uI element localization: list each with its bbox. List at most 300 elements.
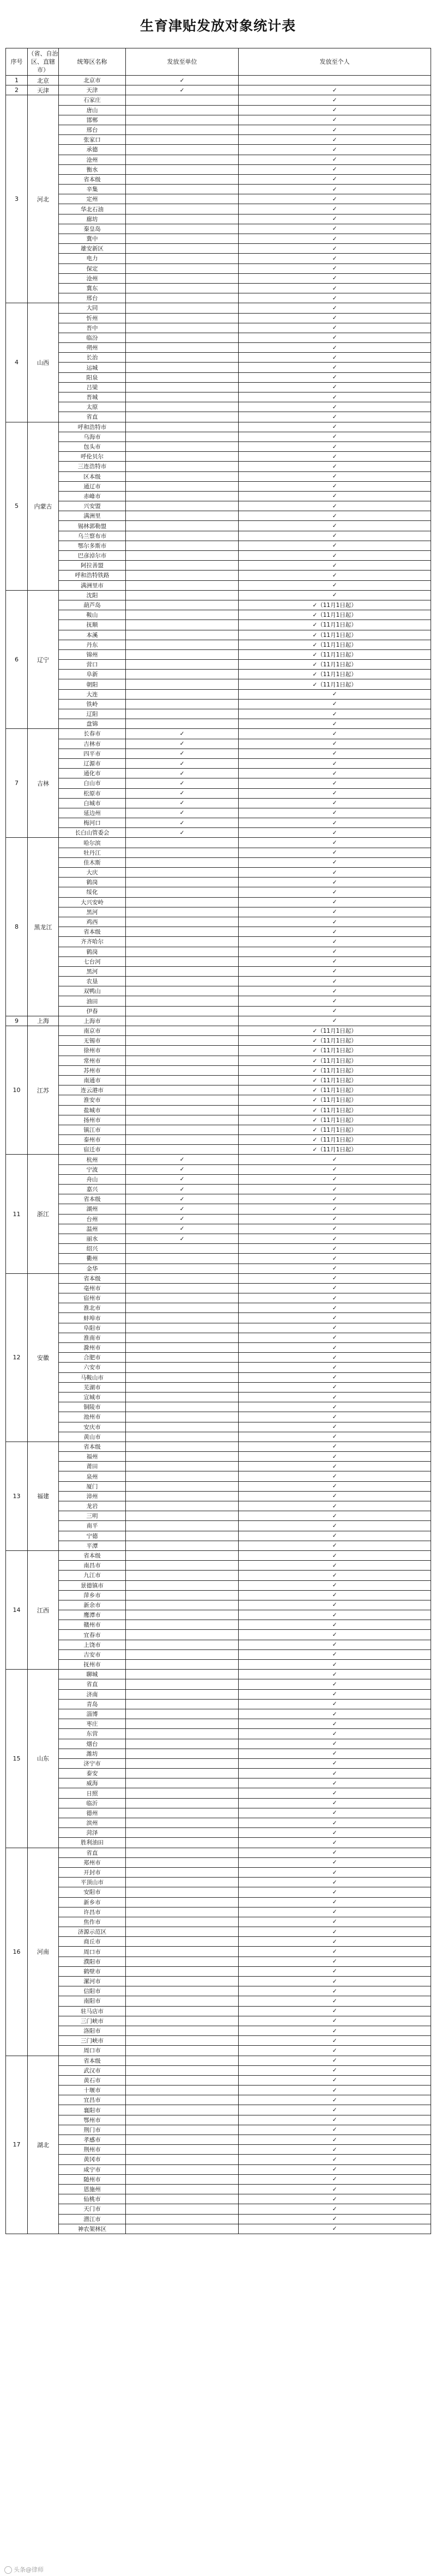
unit-mark bbox=[126, 145, 239, 155]
unit-mark bbox=[126, 313, 239, 323]
unit-mark bbox=[126, 244, 239, 254]
personal-mark: ✓ bbox=[239, 2046, 431, 2056]
table-row bbox=[6, 1689, 431, 1699]
personal-mark: ✓ bbox=[239, 571, 431, 580]
row-number: 6 bbox=[6, 590, 28, 729]
city-name: 鸡西 bbox=[59, 917, 126, 927]
city-name: 周口市 bbox=[59, 2046, 126, 2056]
table-row bbox=[6, 986, 431, 996]
city-name: 宿州市 bbox=[59, 1293, 126, 1303]
unit-mark bbox=[126, 1115, 239, 1125]
unit-mark bbox=[126, 640, 239, 649]
city-name: 本溪 bbox=[59, 630, 126, 640]
personal-mark: ✓ bbox=[239, 402, 431, 412]
unit-mark bbox=[126, 1075, 239, 1085]
table-row bbox=[6, 1947, 431, 1956]
table-row bbox=[6, 1164, 431, 1174]
table-row bbox=[6, 125, 431, 134]
unit-mark bbox=[126, 1729, 239, 1739]
unit-mark bbox=[126, 620, 239, 630]
city-name: 聊城 bbox=[59, 1670, 126, 1679]
table-row bbox=[6, 1481, 431, 1491]
personal-mark: ✓（11月1日起） bbox=[239, 1065, 431, 1075]
personal-mark: ✓ bbox=[239, 719, 431, 729]
personal-mark: ✓（11月1日起） bbox=[239, 630, 431, 640]
province-name: 山西 bbox=[28, 303, 59, 422]
city-name: 南京市 bbox=[59, 1026, 126, 1036]
personal-mark: ✓ bbox=[239, 135, 431, 145]
unit-mark bbox=[126, 1848, 239, 1857]
unit-mark bbox=[126, 1016, 239, 1026]
city-name: 晋中 bbox=[59, 323, 126, 333]
personal-mark: ✓ bbox=[239, 590, 431, 600]
unit-mark bbox=[126, 1571, 239, 1580]
personal-mark: ✓ bbox=[239, 580, 431, 590]
table-row bbox=[6, 927, 431, 937]
row-number: 17 bbox=[6, 2056, 28, 2234]
table-row bbox=[6, 1739, 431, 1749]
header-province: （省、自治区、直辖市） bbox=[28, 48, 59, 76]
unit-mark bbox=[126, 977, 239, 986]
unit-mark bbox=[126, 1986, 239, 1996]
table-row bbox=[6, 1927, 431, 1937]
table-row bbox=[6, 1670, 431, 1679]
city-name: 苏州市 bbox=[59, 1065, 126, 1075]
city-name: 莆田 bbox=[59, 1462, 126, 1471]
unit-mark bbox=[126, 1135, 239, 1145]
city-name: 省本级 bbox=[59, 1550, 126, 1560]
row-number: 4 bbox=[6, 303, 28, 422]
table-row bbox=[6, 1174, 431, 1184]
unit-mark: ✓ bbox=[126, 739, 239, 749]
personal-mark: ✓（11月1日起） bbox=[239, 1125, 431, 1134]
row-number: 1 bbox=[6, 76, 28, 85]
city-name: 黑河 bbox=[59, 966, 126, 976]
city-name: 朝阳 bbox=[59, 679, 126, 689]
unit-mark bbox=[126, 1709, 239, 1719]
city-name: 丹东 bbox=[59, 640, 126, 649]
unit-mark bbox=[126, 1452, 239, 1462]
unit-mark bbox=[126, 521, 239, 531]
personal-mark: ✓ bbox=[239, 887, 431, 897]
personal-mark: ✓ bbox=[239, 125, 431, 134]
city-name: 阜阳市 bbox=[59, 1323, 126, 1333]
city-name: 沈阳 bbox=[59, 590, 126, 600]
unit-mark bbox=[126, 541, 239, 550]
city-name: 镇江市 bbox=[59, 1125, 126, 1134]
city-name: 福州 bbox=[59, 1452, 126, 1462]
unit-mark bbox=[126, 432, 239, 441]
unit-mark bbox=[126, 234, 239, 244]
personal-mark: ✓ bbox=[239, 749, 431, 758]
personal-mark: ✓ bbox=[239, 966, 431, 976]
city-name: 营口 bbox=[59, 660, 126, 670]
table-row bbox=[6, 1363, 431, 1372]
personal-mark: ✓ bbox=[239, 769, 431, 778]
table-row bbox=[6, 214, 431, 224]
city-name: 泉州 bbox=[59, 1471, 126, 1481]
unit-mark bbox=[126, 2075, 239, 2085]
city-name: 南平 bbox=[59, 1521, 126, 1531]
personal-mark: ✓ bbox=[239, 1600, 431, 1610]
table-row bbox=[6, 1937, 431, 1947]
city-name: 龙岩 bbox=[59, 1501, 126, 1511]
personal-mark: ✓ bbox=[239, 1372, 431, 1382]
city-name: 台州 bbox=[59, 1214, 126, 1224]
personal-mark: ✓ bbox=[239, 1590, 431, 1600]
unit-mark bbox=[126, 1739, 239, 1749]
unit-mark bbox=[126, 719, 239, 729]
city-name: 三连浩特市 bbox=[59, 462, 126, 471]
table-row bbox=[6, 1838, 431, 1848]
personal-mark: ✓ bbox=[239, 1758, 431, 1768]
city-name: 许昌市 bbox=[59, 1907, 126, 1917]
table-row bbox=[6, 818, 431, 828]
personal-mark: ✓ bbox=[239, 1867, 431, 1877]
city-name: 焦作市 bbox=[59, 1917, 126, 1927]
city-name: 黄石市 bbox=[59, 2075, 126, 2085]
unit-mark bbox=[126, 610, 239, 620]
personal-mark: ✓ bbox=[239, 1343, 431, 1353]
city-name: 濮阳市 bbox=[59, 1956, 126, 1966]
personal-mark: ✓ bbox=[239, 1224, 431, 1234]
city-name: 安庆市 bbox=[59, 1422, 126, 1432]
city-name: 保定 bbox=[59, 263, 126, 273]
unit-mark: ✓ bbox=[126, 769, 239, 778]
table-row bbox=[6, 234, 431, 244]
personal-mark: ✓ bbox=[239, 273, 431, 283]
province-name: 湖北 bbox=[28, 2056, 59, 2234]
table-row bbox=[6, 1392, 431, 1402]
unit-mark: ✓ bbox=[126, 76, 239, 85]
personal-mark: ✓（11月1日起） bbox=[239, 1115, 431, 1125]
city-name: 济南 bbox=[59, 1689, 126, 1699]
city-name: 佳木斯 bbox=[59, 857, 126, 867]
table-row bbox=[6, 402, 431, 412]
city-name: 东营 bbox=[59, 1729, 126, 1739]
table-row bbox=[6, 254, 431, 263]
unit-mark bbox=[126, 2016, 239, 2026]
personal-mark: ✓ bbox=[239, 1155, 431, 1164]
table-row bbox=[6, 1224, 431, 1234]
personal-mark: ✓ bbox=[239, 699, 431, 709]
table-row bbox=[6, 1085, 431, 1095]
unit-mark bbox=[126, 600, 239, 610]
table-row bbox=[6, 868, 431, 878]
table-row bbox=[6, 303, 431, 313]
unit-mark bbox=[126, 1125, 239, 1134]
table-row bbox=[6, 2145, 431, 2155]
city-name: 泰安 bbox=[59, 1769, 126, 1778]
city-name: 金华 bbox=[59, 1264, 126, 1273]
city-name: 区本级 bbox=[59, 471, 126, 481]
table-row bbox=[6, 1065, 431, 1075]
personal-mark: ✓ bbox=[239, 927, 431, 937]
unit-mark bbox=[126, 1660, 239, 1670]
personal-mark: ✓ bbox=[239, 1986, 431, 1996]
city-name: 黑河 bbox=[59, 907, 126, 917]
city-name: 忻州 bbox=[59, 313, 126, 323]
table-row bbox=[6, 1214, 431, 1224]
city-name: 信阳市 bbox=[59, 1986, 126, 1996]
personal-mark: ✓ bbox=[239, 254, 431, 263]
row-number: 2 bbox=[6, 85, 28, 95]
unit-mark bbox=[126, 927, 239, 937]
city-name: 北京市 bbox=[59, 76, 126, 85]
personal-mark: ✓ bbox=[239, 977, 431, 986]
city-name: 青岛 bbox=[59, 1699, 126, 1709]
unit-mark: ✓ bbox=[126, 788, 239, 798]
table-row bbox=[6, 857, 431, 867]
personal-mark bbox=[239, 76, 431, 85]
unit-mark bbox=[126, 857, 239, 867]
unit-mark bbox=[126, 1956, 239, 1966]
personal-mark: ✓ bbox=[239, 857, 431, 867]
city-name: 冀东 bbox=[59, 283, 126, 293]
table-row bbox=[6, 2125, 431, 2135]
personal-mark: ✓ bbox=[239, 561, 431, 571]
city-name: 杭州 bbox=[59, 1155, 126, 1164]
city-name: 辛集 bbox=[59, 185, 126, 194]
table-row bbox=[6, 1412, 431, 1422]
city-name: 朔州 bbox=[59, 343, 126, 353]
unit-mark: ✓ bbox=[126, 778, 239, 788]
province-name: 天津 bbox=[28, 85, 59, 95]
unit-mark bbox=[126, 1392, 239, 1402]
unit-mark bbox=[126, 1749, 239, 1758]
personal-mark: ✓ bbox=[239, 1016, 431, 1026]
table-row bbox=[6, 2086, 431, 2095]
unit-mark bbox=[126, 1481, 239, 1491]
city-name: 温州 bbox=[59, 1224, 126, 1234]
unit-mark bbox=[126, 2056, 239, 2065]
personal-mark: ✓ bbox=[239, 1481, 431, 1491]
personal-mark: ✓ bbox=[239, 1778, 431, 1788]
city-name: 徐州市 bbox=[59, 1046, 126, 1056]
table-row bbox=[6, 1521, 431, 1531]
table-row bbox=[6, 2016, 431, 2026]
city-name: 淮安市 bbox=[59, 1095, 126, 1105]
personal-mark: ✓ bbox=[239, 1709, 431, 1719]
personal-mark: ✓ bbox=[239, 511, 431, 521]
personal-mark: ✓（11月1日起） bbox=[239, 1095, 431, 1105]
table-row bbox=[6, 1353, 431, 1363]
personal-mark: ✓（11月1日起） bbox=[239, 600, 431, 610]
personal-mark: ✓ bbox=[239, 2155, 431, 2164]
city-name: 呼伦贝尔 bbox=[59, 452, 126, 462]
unit-mark bbox=[126, 2115, 239, 2125]
unit-mark bbox=[126, 441, 239, 451]
unit-mark bbox=[126, 1085, 239, 1095]
table-row bbox=[6, 1630, 431, 1640]
city-name: 鹤岗 bbox=[59, 947, 126, 956]
table-row bbox=[6, 323, 431, 333]
city-name: 长白山管委会 bbox=[59, 828, 126, 838]
city-name: 梅河口 bbox=[59, 818, 126, 828]
city-name: 上饶市 bbox=[59, 1640, 126, 1649]
unit-mark: ✓ bbox=[126, 729, 239, 739]
table-row bbox=[6, 1105, 431, 1115]
table-row bbox=[6, 343, 431, 353]
personal-mark: ✓ bbox=[239, 1214, 431, 1224]
table-row bbox=[6, 649, 431, 659]
unit-mark bbox=[126, 95, 239, 105]
city-name: 乌兰察布市 bbox=[59, 531, 126, 541]
personal-mark: ✓ bbox=[239, 996, 431, 1006]
city-name: 牡丹江 bbox=[59, 848, 126, 857]
table-row bbox=[6, 244, 431, 254]
city-name: 黄冈市 bbox=[59, 2155, 126, 2164]
table-row bbox=[6, 838, 431, 848]
city-name: 满洲里市 bbox=[59, 580, 126, 590]
personal-mark: ✓ bbox=[239, 2204, 431, 2214]
personal-mark: ✓ bbox=[239, 1660, 431, 1670]
personal-mark: ✓ bbox=[239, 293, 431, 303]
unit-mark bbox=[126, 887, 239, 897]
city-name: 上海市 bbox=[59, 1016, 126, 1026]
table-row bbox=[6, 521, 431, 531]
city-name: 滨州 bbox=[59, 1818, 126, 1828]
unit-mark bbox=[126, 353, 239, 363]
city-name: 荆门市 bbox=[59, 2125, 126, 2135]
unit-mark bbox=[126, 947, 239, 956]
table-row bbox=[6, 1333, 431, 1342]
table-row bbox=[6, 1432, 431, 1442]
city-name: 吉安市 bbox=[59, 1649, 126, 1659]
personal-mark: ✓ bbox=[239, 2224, 431, 2234]
unit-mark bbox=[126, 551, 239, 561]
table-row bbox=[6, 1640, 431, 1649]
statistics-table bbox=[5, 48, 431, 2234]
city-name: 华北石油 bbox=[59, 204, 126, 214]
table-row bbox=[6, 382, 431, 392]
unit-mark bbox=[126, 1026, 239, 1036]
personal-mark: ✓ bbox=[239, 758, 431, 768]
table-row bbox=[6, 283, 431, 293]
unit-mark bbox=[126, 1977, 239, 1986]
personal-mark: ✓ bbox=[239, 1412, 431, 1422]
table-row bbox=[6, 2135, 431, 2145]
unit-mark bbox=[126, 511, 239, 521]
unit-mark bbox=[126, 1363, 239, 1372]
table-row bbox=[6, 541, 431, 550]
city-name: 丽水 bbox=[59, 1234, 126, 1243]
unit-mark bbox=[126, 670, 239, 679]
table-row bbox=[6, 1135, 431, 1145]
city-name: 三门峡市 bbox=[59, 2016, 126, 2026]
personal-mark: ✓（11月1日起） bbox=[239, 620, 431, 630]
unit-mark bbox=[126, 254, 239, 263]
table-row bbox=[6, 174, 431, 184]
city-name: 济宁市 bbox=[59, 1758, 126, 1768]
table-row bbox=[6, 1897, 431, 1907]
city-name: 南昌市 bbox=[59, 1561, 126, 1571]
table-row bbox=[6, 412, 431, 422]
table-row bbox=[6, 1382, 431, 1392]
unit-mark bbox=[126, 462, 239, 471]
city-name: 乌海市 bbox=[59, 432, 126, 441]
unit-mark bbox=[126, 561, 239, 571]
table-row bbox=[6, 1550, 431, 1560]
city-name: 九江市 bbox=[59, 1571, 126, 1580]
personal-mark: ✓ bbox=[239, 164, 431, 174]
table-row bbox=[6, 1323, 431, 1333]
city-name: 大连 bbox=[59, 689, 126, 699]
table-row bbox=[6, 481, 431, 491]
personal-mark: ✓ bbox=[239, 1432, 431, 1442]
city-name: 省本级 bbox=[59, 2056, 126, 2065]
table-row bbox=[6, 353, 431, 363]
city-name: 鹤岗 bbox=[59, 878, 126, 887]
personal-mark: ✓ bbox=[239, 105, 431, 115]
city-name: 新乡市 bbox=[59, 1897, 126, 1907]
personal-mark: ✓ bbox=[239, 422, 431, 432]
city-name: 池州市 bbox=[59, 1412, 126, 1422]
personal-mark: ✓ bbox=[239, 1719, 431, 1729]
personal-mark: ✓ bbox=[239, 1244, 431, 1254]
city-name: 吉林市 bbox=[59, 739, 126, 749]
table-row bbox=[6, 1966, 431, 1976]
unit-mark bbox=[126, 1541, 239, 1550]
unit-mark: ✓ bbox=[126, 1224, 239, 1234]
table-row bbox=[6, 1788, 431, 1798]
unit-mark bbox=[126, 1372, 239, 1382]
personal-mark: ✓ bbox=[239, 838, 431, 848]
unit-mark: ✓ bbox=[126, 1155, 239, 1164]
unit-mark bbox=[126, 1382, 239, 1392]
city-name: 新余市 bbox=[59, 1600, 126, 1610]
personal-mark: ✓ bbox=[239, 441, 431, 451]
table-row bbox=[6, 1442, 431, 1451]
personal-mark: ✓ bbox=[239, 808, 431, 818]
unit-mark bbox=[126, 185, 239, 194]
table-row bbox=[6, 709, 431, 719]
table-row bbox=[6, 1462, 431, 1471]
personal-mark: ✓ bbox=[239, 2135, 431, 2145]
unit-mark bbox=[126, 709, 239, 719]
city-name: 冀中 bbox=[59, 234, 126, 244]
city-name: 通化市 bbox=[59, 769, 126, 778]
unit-mark bbox=[126, 848, 239, 857]
header-city: 统筹区名称 bbox=[59, 48, 126, 76]
personal-mark: ✓ bbox=[239, 432, 431, 441]
personal-mark: ✓ bbox=[239, 1422, 431, 1432]
row-number: 14 bbox=[6, 1550, 28, 1669]
unit-mark bbox=[126, 2204, 239, 2214]
personal-mark: ✓ bbox=[239, 95, 431, 105]
city-name: 吕梁 bbox=[59, 382, 126, 392]
unit-mark bbox=[126, 1422, 239, 1432]
city-name: 恩施州 bbox=[59, 2184, 126, 2194]
personal-mark: ✓（11月1日起） bbox=[239, 679, 431, 689]
table-row bbox=[6, 2174, 431, 2184]
table-row bbox=[6, 185, 431, 194]
city-name: 盘锦 bbox=[59, 719, 126, 729]
city-name: 郑州市 bbox=[59, 1857, 126, 1867]
unit-mark: ✓ bbox=[126, 1194, 239, 1204]
unit-mark bbox=[126, 2006, 239, 2016]
personal-mark: ✓ bbox=[239, 323, 431, 333]
city-name: 洛阳市 bbox=[59, 2026, 126, 2035]
personal-mark: ✓ bbox=[239, 848, 431, 857]
table-row bbox=[6, 194, 431, 204]
table-row bbox=[6, 788, 431, 798]
unit-mark bbox=[126, 1244, 239, 1254]
table-row bbox=[6, 1541, 431, 1550]
table-row bbox=[6, 719, 431, 729]
personal-mark: ✓ bbox=[239, 1838, 431, 1848]
unit-mark bbox=[126, 491, 239, 501]
